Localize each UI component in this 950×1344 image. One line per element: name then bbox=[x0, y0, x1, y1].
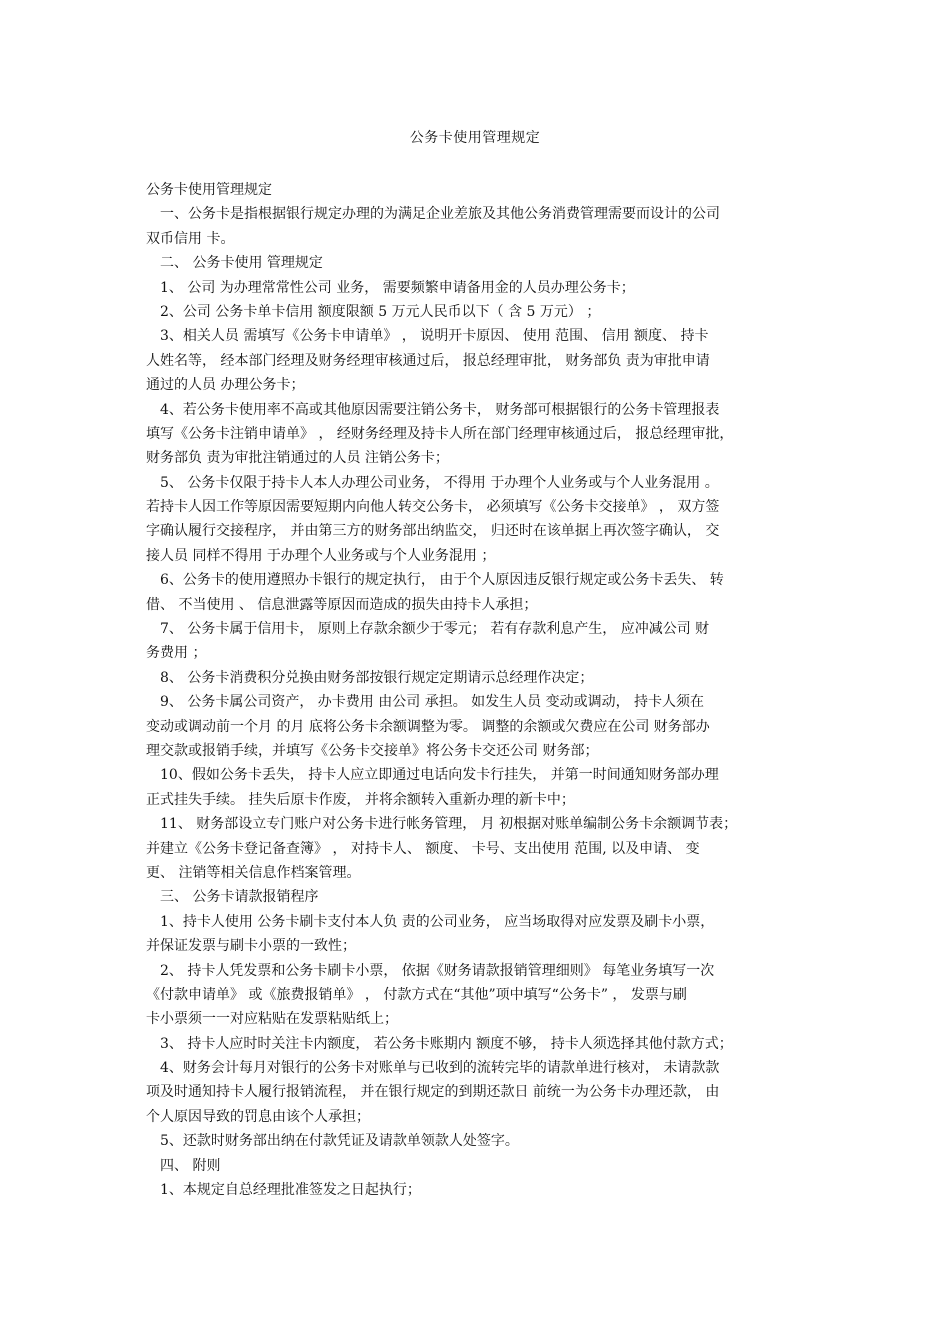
text-line: 11、 财务部设立专门账户对公务卡进行帐务管理， 月 初根据对账单编制公务卡余额调节表； bbox=[160, 816, 738, 833]
text-line: 务费用 ； bbox=[146, 645, 207, 662]
text-line: 借、 不当使用 、 信息泄露等原因而造成的损失由持卡人承担； bbox=[146, 596, 538, 613]
text-line: 4、财务会计每月对银行的公务卡对账单与已收到的流转完毕的请款单进行核对， 未请款款 bbox=[160, 1060, 720, 1077]
text-line: 三、 公务卡请款报销程序 bbox=[160, 889, 319, 906]
text-line: 人姓名等， 经本部门经理及财务经理审核通过后， 报总经理审批， 财务部负 责为审批申请 bbox=[146, 352, 710, 369]
document-body bbox=[146, 178, 811, 1202]
text-line: 财务部负 责为审批注销通过的人员 注销公务卡； bbox=[146, 450, 449, 467]
text-line: 8、 公务卡消费积分兑换由财务部按银行规定定期请示总经理作决定； bbox=[160, 669, 594, 686]
text-line: 四、 附则 bbox=[160, 1157, 221, 1174]
text-line: 7、 公务卡属于信用卡， 原则上存款余额少于零元； 若有存款利息产生， 应冲减公司 财 bbox=[160, 621, 710, 638]
text-line: 1、 公司 为办理常常性公司 业务， 需要频繁申请备用金的人员办理公务卡； bbox=[160, 279, 635, 296]
text-line: 1、持卡人使用 公务卡刷卡支付本人负 责的公司业务， 应当场取得对应发票及刷卡小票， bbox=[160, 913, 715, 930]
text-line: 公务卡使用管理规定 bbox=[146, 182, 272, 198]
text-line: 字确认履行交接程序， 并由第三方的财务部出纳监交， 归还时在该单据上再次签字确认， 交 bbox=[146, 523, 720, 540]
text-line: 一、公务卡是指根据银行规定办理的为满足企业差旅及其他公务消费管理需要而设计的公司 bbox=[160, 206, 720, 223]
text-line: 双币信用 卡。 bbox=[146, 230, 235, 247]
text-line: 3、相关人员 需填写《公务卡申请单》 ， 说明开卡原因、 使用 范围、 信用 额度、 持卡 bbox=[160, 328, 709, 345]
text-line: 2、公司 公务卡单卡信用 额度限额 5 万元人民币以下（ 含 5 万元） ； bbox=[160, 303, 601, 320]
text-line: 《付款申请单》 或《旅费报销单》 ， 付款方式在“其他”项中填写“公务卡” ， 发票与刷 bbox=[146, 986, 687, 1003]
text-line: 3、 持卡人应时时关注卡内额度， 若公务卡账期内 额度不够， 持卡人须选择其他付款方式； bbox=[160, 1035, 733, 1052]
text-line: 更、 注销等相关信息作档案管理。 bbox=[146, 864, 361, 881]
text-line: 正式挂失手续。 挂失后原卡作废， 并将余额转入重新办理的新卡中； bbox=[146, 791, 575, 808]
text-line: 9、 公务卡属公司资产， 办卡费用 由公司 承担。 如发生人员 变动或调动， 持卡人须在 bbox=[160, 694, 705, 711]
text-line: 5、还款时财务部出纳在付款凭证及请款单领款人处签字。 bbox=[160, 1133, 519, 1150]
text-line: 10、假如公务卡丢失， 持卡人应立即通过电话向发卡行挂失， 并第一时间通知财务部办理 bbox=[160, 767, 719, 784]
text-line: 并保证发票与刷卡小票的一致性； bbox=[146, 938, 356, 955]
text-line: 项及时通知持卡人履行报销流程， 并在银行规定的到期还款日 前统一为公务卡办理还款， 由 bbox=[146, 1084, 720, 1101]
text-line: 二、 公务卡使用 管理规定 bbox=[160, 255, 323, 272]
text-line: 1、本规定自总经理批准签发之日起执行； bbox=[160, 1182, 421, 1199]
document-title: 公务卡使用管理规定 bbox=[409, 130, 541, 146]
text-line: 理交款或报销手续，并填写《公务卡交接单》将公务卡交还公司 财务部； bbox=[146, 742, 599, 759]
text-line: 通过的人员 办理公务卡； bbox=[146, 377, 305, 394]
text-line: 个人原因导致的罚息由该个人承担； bbox=[146, 1108, 370, 1125]
text-line: 2、 持卡人凭发票和公务卡刷卡小票， 依据《财务请款报销管理细则》 每笔业务填写一次 bbox=[160, 962, 715, 979]
text-line: 若持卡人因工作等原因需要短期内向他人转交公务卡， 必须填写《公务卡交接单》 ， 双方签 bbox=[146, 499, 720, 516]
text-line: 5、 公务卡仅限于持卡人本人办理公司业务， 不得用 于办理个人业务或与个人业务混用 。 bbox=[160, 474, 719, 491]
text-line: 接人员 同样不得用 于办理个人业务或与个人业务混用 ； bbox=[146, 547, 496, 564]
text-line: 变动或调动前一个月 的月 底将公务卡余额调整为零。 调整的余额或欠费应在公司 财务部办 bbox=[146, 718, 710, 735]
text-line: 6、公务卡的使用遵照办卡银行的规定执行， 由于个人原因违反银行规定或公务卡丢失、 转 bbox=[160, 572, 724, 589]
text-line: 卡小票须一一对应粘贴在发票粘贴纸上； bbox=[146, 1011, 398, 1028]
text-line: 4、若公务卡使用率不高或其他原因需要注销公务卡， 财务部可根据银行的公务卡管理报表 bbox=[160, 401, 720, 418]
text-line: 填写《公务卡注销申请单》 ， 经财务经理及持卡人所在部门经理审核通过后， 报总经理审批， bbox=[146, 425, 734, 442]
text-line: 并建立《公务卡登记备查簿》 ， 对持卡人、 额度、 卡号、支出使用 范围, 以及申请、 变 bbox=[146, 840, 700, 857]
